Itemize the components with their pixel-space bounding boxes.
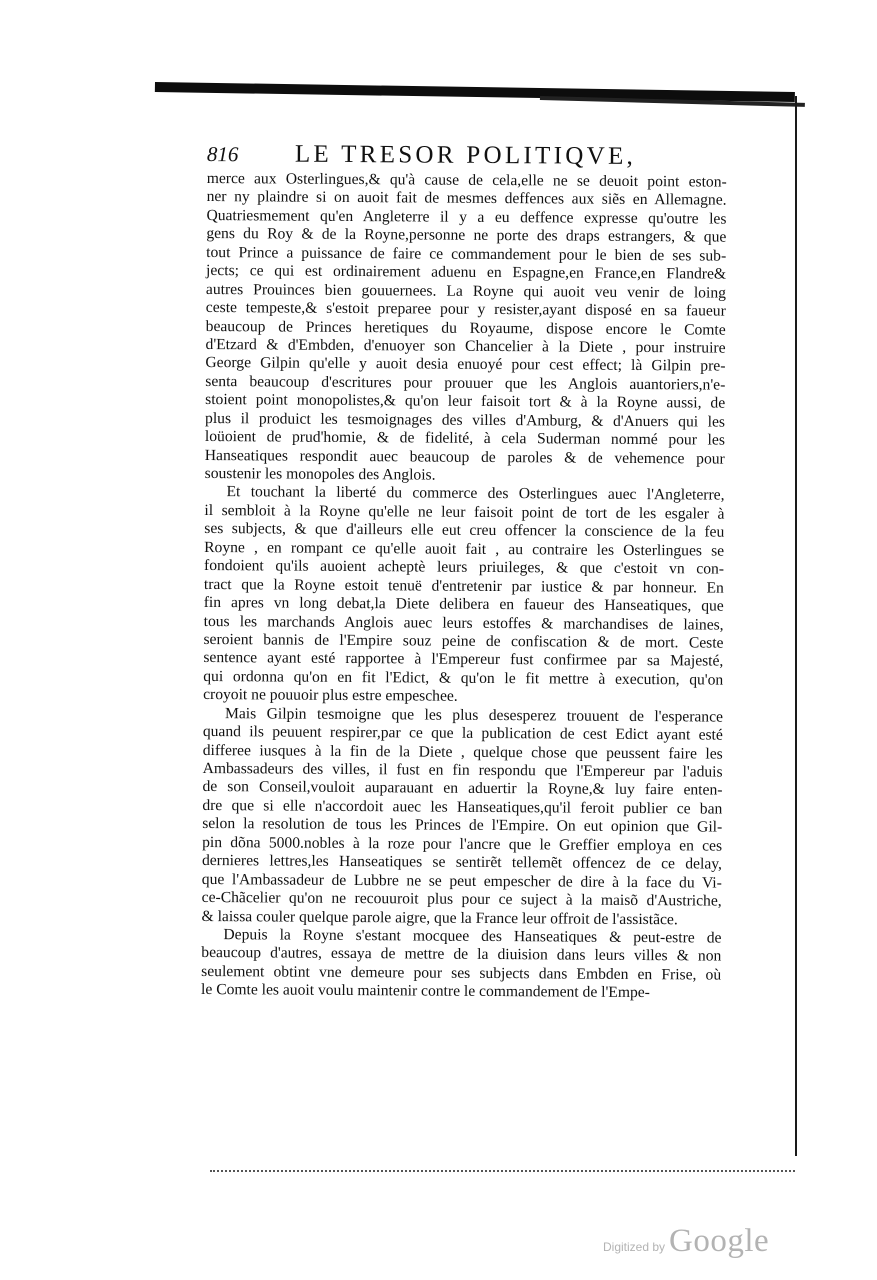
book-page (201, 140, 727, 1003)
paragraph (203, 483, 725, 708)
text-line: fondoient qu'ils auoient acheptè leurs priuileges, & que c'estoit vn con- (203, 557, 725, 578)
text-line: quand ils peuuent respirer,par ce que la publication de cest Edict ayant esté (202, 723, 723, 744)
text-line: ce-Chãcelier qu'on ne recouuroit plus pour ce suject à la maisõ d'Austriche, (201, 889, 722, 910)
text-line: & laissa couler quelque parole aigre, que la France leur offroit de l'assistãce. (201, 907, 678, 928)
body-text (201, 170, 727, 1003)
running-title: LE TRESOR POLITIQVE, (294, 140, 637, 170)
text-line: de son Conseil,vouloit auparauant en aduertir la Royne,& luy faire enten- (202, 778, 723, 800)
text-line: le Comte les auoit voulu maintenir contre le commandement de l'Empe- (201, 981, 650, 1002)
text-line: autres Prouinces bien gouuernees. La Royne qui auoit veu venir de loing (205, 280, 727, 302)
digitized-label: Digitized by (603, 1240, 666, 1254)
text-line: fin apres vn long debat,la Diete delibera en faueur des Hanseatiques, que (203, 594, 724, 615)
text-line: loüoient de prud'homie, & de fidelité, à cela Suderman nommé pour les (204, 428, 725, 449)
text-line: jects; ce qui est ordinairement aduenu en Espagne,en France,en Flandre& (206, 262, 727, 283)
text-line: tous les marchands Anglois auec leurs estoffes & marchandises de laines, (203, 612, 724, 634)
text-line: dre que si elle n'accordoit auec les Hanseatiques,qu'il feroit publier ce ban (202, 796, 723, 818)
text-line: Hanseatiques respondit auec beaucoup de paroles & de vehemence pour (204, 446, 725, 468)
scan-border-bottom (210, 1170, 795, 1173)
text-line: merce aux Osterlingues,& qu'à cause de cela,elle ne se deuoit point eston- (206, 169, 727, 191)
text-line: ner ny plaindre si on auoit fait de mesmes deffences aux siẽs en Allemagne. (206, 188, 727, 210)
text-line: differee iusques à la fin de la Diete , quelque chose que peussent faire les (202, 741, 723, 763)
text-line: qui ordonna qu'on en fit l'Edict, & qu'on le fit mettre à execution, qu'on (203, 667, 724, 689)
digitized-watermark (603, 1223, 769, 1260)
text-line: gens du Roy & de la Royne,personne ne porte des draps estrangers, & que (206, 225, 727, 246)
text-line: Quatriesmement qu'en Angleterre il y a eu deffence expresse qu'outre les (206, 206, 727, 228)
paragraph (201, 926, 722, 1003)
text-line: Royne , en rompant ce qu'elle auoit fait , au contraire les Osterlingues se (204, 538, 725, 560)
text-line: George Gilpin qu'elle y auoit desia enuoyé pour cest effect; là Gilpin pre- (205, 354, 726, 375)
text-line: beaucoup d'autres, essaya de mettre de la diuision dans leurs villes & non (201, 944, 722, 965)
text-line: Depuis la Royne s'estant mocquee des Hanseatiques & peut-estre de (223, 926, 722, 947)
text-line: Mais Gilpin tesmoigne que les plus desesperez trouuent de l'esperance (224, 704, 724, 726)
text-line: croyoit ne pouuoir plus estre empeschee. (203, 686, 458, 706)
text-line: que l'Ambassadeur de Lubbre ne se peut empescher de dire à la face du Vi- (201, 870, 722, 892)
text-line: pin dõna 5000.nobles à la roze pour l'ancre que le Greffier employa en ces (202, 833, 723, 855)
text-line: tout Prince a puissance de faire ce commandement pour le bien de ses sub- (206, 243, 727, 265)
text-line: seroient bannis de l'Empire souz peine de confiscation & de mort. Ceste (203, 630, 724, 652)
text-line: ses subjects, & que d'ailleurs elle eut creu offencer la conscience de la feu (204, 520, 725, 541)
paragraph (205, 170, 727, 487)
scan-border-right (795, 96, 797, 1156)
text-line: ceste tempeste,& s'estoit preparee pour y resister,ayant disposé en sa faueur (205, 299, 726, 320)
text-line: dernieres lettres,les Hanseatiques se sentirẽt tellemẽt offencez de ce delay, (201, 852, 723, 873)
text-line: stoient point monopolistes,& qu'on leur faisoit tort & à la Royne aussi, de (205, 391, 726, 412)
text-line: Et touchant la liberté du commerce des Osterlingues auec l'Angleterre, (226, 483, 725, 505)
google-logo: Google (669, 1223, 770, 1259)
text-line: plus il produict les tesmoignages des villes d'Amburg, & d'Anuers qui les (204, 409, 726, 431)
scan-border-top (155, 82, 795, 102)
page-header (207, 140, 727, 174)
text-line: beaucoup de Princes heretiques du Royaume, dispose encore le Comte (205, 317, 726, 339)
text-line: senta beaucoup d'escritures pour prouuer que les Anglois auantoriers,n'e- (205, 372, 726, 394)
page-number: 816 (206, 141, 239, 167)
text-line: il sembloit à la Royne qu'elle ne leur faisoit point de tort de les esgaler à (204, 501, 725, 523)
text-line: soustenir les monopoles des Anglois. (204, 464, 436, 484)
text-line: seulement obtint vne demeure pour ses subjects dans Embden en Frise, où (201, 962, 722, 984)
text-line: selon la resolution de tous les Princes de l'Empire. On eut opinion que Gil- (202, 815, 723, 836)
paragraph (202, 705, 724, 930)
text-line: tract que la Royne estoit tenuë d'entretenir par iustice & par honneur. En (203, 575, 724, 597)
text-line: sentence ayant esté rapportee à l'Empereur fust confirmee par sa Majesté, (203, 649, 724, 670)
text-line: d'Etzard & d'Embden, d'enuoyer son Chancelier à la Diete , pour instruire (205, 335, 726, 357)
text-line: Ambassadeurs des villes, il fust en fin respondu que l'Empereur par l'aduis (202, 759, 723, 781)
